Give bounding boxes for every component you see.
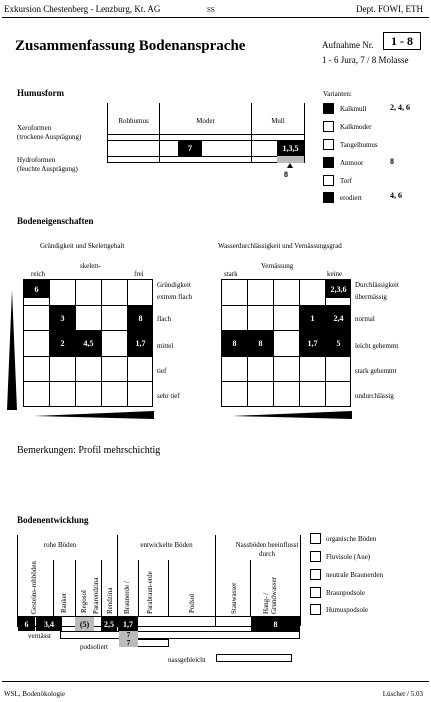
aufnahme-sub: 1 - 6 Jura, 7 / 8 Molasse <box>322 55 409 65</box>
right-row-label: übermässig <box>355 293 387 301</box>
humusform-heading: Humusform <box>17 88 64 98</box>
left-cell-mittel-b: 4,5 <box>76 331 101 356</box>
entw-cell-rendzina: 2,5 <box>101 617 117 631</box>
left-row-label: tief <box>157 367 167 375</box>
footer-rule <box>2 681 429 682</box>
variant-label: erodiert <box>340 194 362 202</box>
right-cell-leicht-c: 1,7 <box>300 331 325 356</box>
entw-cell-braunerde: 1,7 <box>118 617 138 631</box>
variant-swatch <box>323 121 334 132</box>
type-label: Parabraun-erde <box>146 571 154 614</box>
variant-swatch <box>323 175 334 186</box>
group-nassboden: Nassböden beeinflusst durch <box>235 541 299 558</box>
variant-swatch <box>323 103 334 114</box>
vernasst-bar <box>60 631 300 639</box>
type-label: Podsol <box>188 593 196 613</box>
type-label: Braunerde / <box>123 581 131 614</box>
legend-swatch <box>310 533 321 544</box>
aufnahme-label: Aufnahme Nr. <box>322 40 374 50</box>
wedge-horizontal-icon <box>232 410 352 420</box>
humus-cell-moder: 7 <box>178 141 202 156</box>
humus-below-value: 8 <box>284 170 288 179</box>
right-cell-leicht-d: 5 <box>326 331 351 356</box>
humus-cell-mull: 1,3,5 <box>277 141 304 156</box>
right-cell-normal-a: 1 <box>300 306 325 330</box>
variant-label: Anmoor <box>340 159 364 167</box>
variant-value: 8 <box>390 157 394 166</box>
left-top-frei: frei <box>134 270 144 278</box>
left-row-label: flach <box>157 315 171 323</box>
varianten-label: Varianten: <box>323 90 352 98</box>
right-top-keine: keine <box>327 270 343 278</box>
nassgebleicht-bar <box>216 654 292 662</box>
humus-row-xero-sub: (trockene Ausprägung) <box>17 133 82 141</box>
legend-swatch <box>310 604 321 615</box>
right-row-label: undurchlässig <box>355 392 394 400</box>
legend-label: neutrale Braunerden <box>326 571 383 579</box>
legend-label: Fluvisole (Aue) <box>326 553 371 561</box>
entw-cell-ranker: 3,4 <box>36 617 62 631</box>
vernasst-label: vernässt <box>28 632 51 640</box>
humus-row-hydro: Hydroformen <box>17 156 56 164</box>
left-cell-extrem-flach: 6 <box>24 280 49 298</box>
vernasst-cell: 7 <box>119 631 138 639</box>
right-cell-normal-b: 2,4 <box>326 306 351 330</box>
right-grid-title: Wasserdurchlässigkeit und Vernässungsgrad <box>218 242 342 250</box>
wedge-vertical-icon <box>6 290 18 410</box>
legend-label: Humuspodsole <box>326 606 368 614</box>
bodeneigenschaften-heading: Bodeneigenschaften <box>17 216 94 226</box>
variant-swatch <box>323 139 334 150</box>
variant-label: Kalkmoder <box>340 123 372 131</box>
legend-label: Braunpodsole <box>326 589 365 597</box>
type-label: Rendzina <box>106 587 114 614</box>
variant-label: Torf <box>340 177 352 185</box>
left-row-label: extrem flach <box>157 293 193 301</box>
arrow-up-icon <box>287 163 293 168</box>
left-top-reich: reich <box>31 270 45 278</box>
variant-swatch <box>323 157 334 168</box>
right-row-label: stark gehemmt <box>355 367 397 375</box>
nassgebleicht-label: nassgebleicht <box>168 656 206 664</box>
group-rohe-boden: rohe Böden <box>43 541 77 549</box>
right-cell-ubermassig: 2,3,6 <box>326 280 351 298</box>
aufnahme-number: 1 - 8 <box>383 32 421 50</box>
type-label: Stauwasser <box>230 582 238 614</box>
header-middle: SS <box>207 6 215 14</box>
header-right: Dept. FOWI, ETH <box>356 4 423 14</box>
humus-col-rohhumus: Rohhumus <box>118 117 149 125</box>
right-top-stark: stark <box>224 270 238 278</box>
type-label: Gesteins-rohböden <box>30 561 38 614</box>
left-grid-title: Gründigkeit und Skelettgehalt <box>40 242 125 250</box>
bemerkungen: Bemerkungen: Profil mehrschichtig <box>17 445 161 456</box>
wedge-horizontal-icon <box>34 410 154 420</box>
variant-label: Kalkmull <box>340 105 367 113</box>
footer-right: Lüscher / 5.03 <box>382 690 423 698</box>
left-row-label: mittel <box>157 342 174 350</box>
right-cell-leicht-a: 8 <box>222 331 247 356</box>
humus-row-hydro-sub: (feuchte Ausprägung) <box>17 165 78 173</box>
humus-cell-mull-hydro <box>277 156 304 163</box>
page-title: Zusammenfassung Bodenansprache <box>15 38 246 54</box>
podsoliert-label: podsoliert <box>80 643 108 651</box>
type-label: Hang- / Grundwasser <box>262 577 278 614</box>
bodenentwicklung-heading: Bodenentwicklung <box>17 515 89 525</box>
right-top-vernassung: Vernässung <box>261 262 294 270</box>
right-row-label: leicht gehemmt <box>355 342 399 350</box>
variant-swatch <box>323 192 334 203</box>
left-cell-flach-b: 8 <box>128 306 153 330</box>
legend-swatch <box>310 551 321 562</box>
type-label: Regosol <box>80 590 88 613</box>
legend-swatch <box>310 569 321 580</box>
variant-value: 2, 4, 6 <box>390 103 410 112</box>
footer-left: WSL, Bodenökologie <box>4 690 66 698</box>
type-label: Pararendzina <box>92 577 100 614</box>
left-row-label: sehr tief <box>157 392 180 400</box>
left-row-label: Gründigkeit <box>157 281 191 289</box>
left-cell-mittel-c: 1,7 <box>128 331 153 356</box>
legend-label: organische Böden <box>326 535 377 543</box>
header-left: Exkursion Chestenberg - Lenzburg, Kt. AG <box>4 4 161 14</box>
group-entwickelte-boden: entwickelte Böden <box>140 541 193 549</box>
humus-col-mull: Mull <box>271 117 285 125</box>
podsoliert-cell: 7 <box>119 639 138 647</box>
type-label: Ranker <box>60 592 68 613</box>
entw-cell-gesteinsrohboden: 6 <box>18 617 35 631</box>
legend-swatch <box>310 587 321 598</box>
right-row-label: Durchlässigkeit <box>355 281 399 289</box>
humus-row-xero: Xeroformen <box>17 124 52 132</box>
left-cell-flach-a: 3 <box>50 306 75 330</box>
right-cell-leicht-b: 8 <box>248 331 273 356</box>
variant-value: 4, 6 <box>390 191 402 200</box>
left-cell-mittel-a: 2 <box>50 331 75 356</box>
header-rule <box>2 17 429 18</box>
left-top-skelett: skelett- <box>80 262 101 270</box>
entw-cell-regosol: (5) <box>75 617 94 631</box>
humus-col-moder: Moder <box>196 117 215 125</box>
right-row-label: normal <box>355 315 375 323</box>
entw-cell-grundwasser: 8 <box>251 617 300 631</box>
variant-label: Tangelhumus <box>340 141 378 149</box>
